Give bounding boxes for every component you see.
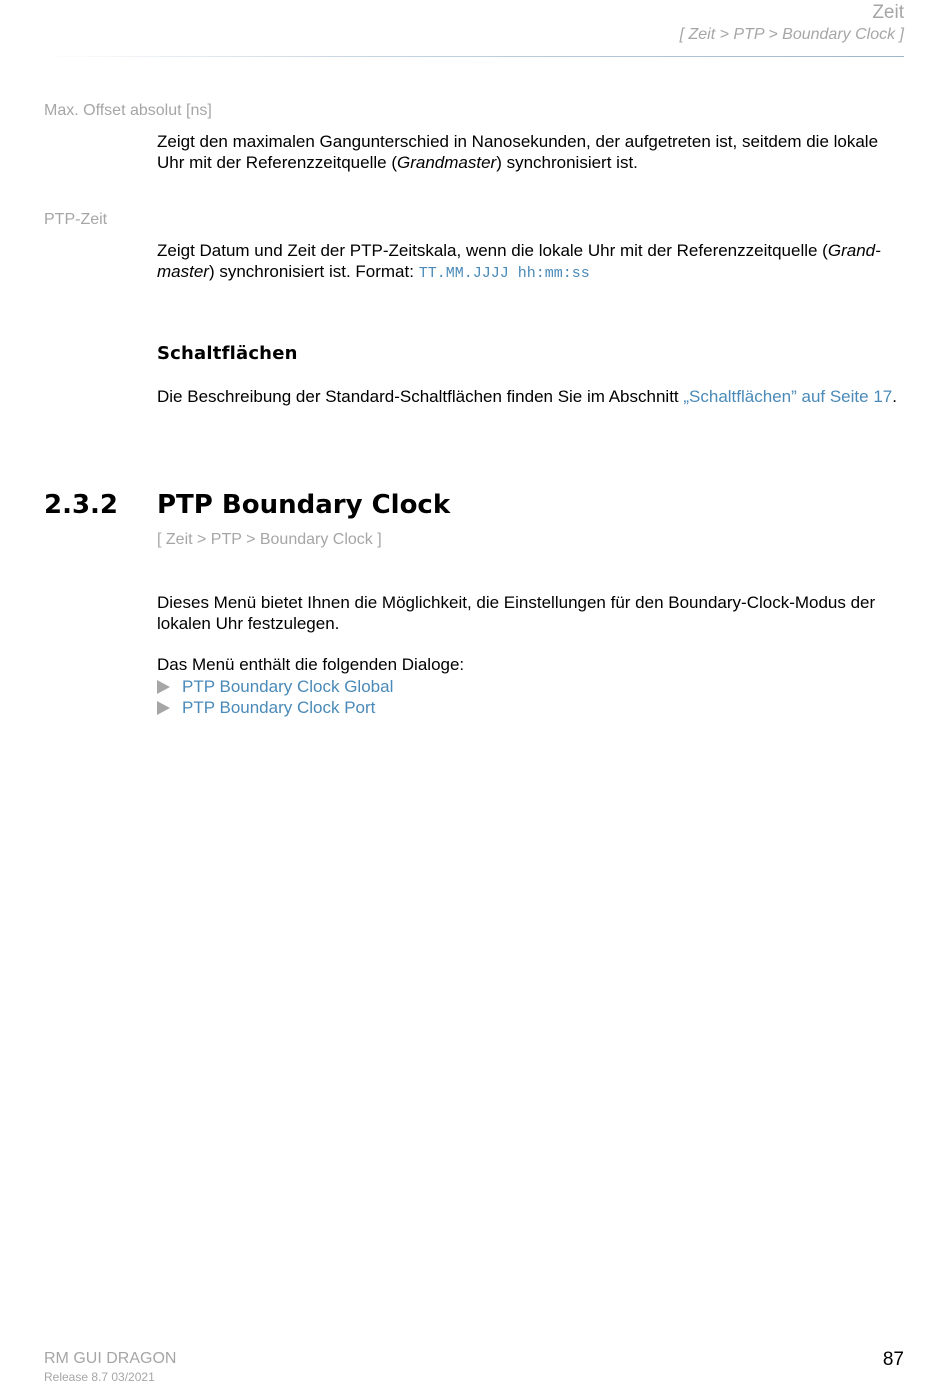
dialog-link-port[interactable]: PTP Boundary Clock Port xyxy=(182,698,376,717)
triangle-bullet-icon xyxy=(157,680,170,694)
param-description-max-offset xyxy=(157,131,905,173)
page-number: 87 xyxy=(882,1349,904,1370)
footer-document-name: RM GUI DRAGON xyxy=(44,1350,177,1367)
section-title: PTP Boundary Clock xyxy=(157,490,451,520)
time-format: TT.MM.JJJJ hh:mm:ss xyxy=(418,265,590,282)
buttons-heading: Schaltflächen xyxy=(157,343,298,364)
triangle-bullet-icon xyxy=(157,701,170,715)
buttons-section-link[interactable]: „Schaltflächen” auf Seite 17 xyxy=(683,387,893,406)
param-label-ptp-zeit: PTP-Zeit xyxy=(44,211,108,228)
header-title: Zeit xyxy=(872,2,904,23)
dialog-list-intro: Das Menü enthält die folgenden Dialoge: xyxy=(157,655,465,674)
section-number: 2.3.2 xyxy=(44,490,119,520)
dialog-link-global[interactable]: PTP Boundary Clock Global xyxy=(182,677,394,696)
dialog-list xyxy=(157,676,393,718)
param-text: Zeigt Datum und Zeit der PTP-Zeitskala, wenn die lokale Uhr mit der Referenzzeitquelle ( xyxy=(157,241,828,260)
buttons-description xyxy=(157,386,905,407)
footer-release: Release 8.7 03/2021 xyxy=(44,1370,155,1384)
param-text: ) synchronisiert ist. xyxy=(496,153,638,172)
param-description-ptp-zeit xyxy=(157,240,905,284)
header-divider xyxy=(44,56,904,57)
param-text: Zeigt den maximalen Gangunterschied in Nanosekunden, der aufgetreten ist, seitdem die lokale Uhr mit der Referenzzeitquelle ( xyxy=(157,132,879,172)
section-intro: Dieses Menü bietet Ihnen die Möglichkeit, die Einstellungen für den Boundary-Clock-Modus der lokalen Uhr festzulegen. xyxy=(157,593,876,633)
param-label-max-offset: Max. Offset absolut [ns] xyxy=(44,102,212,119)
buttons-text-end: . xyxy=(892,387,897,406)
list-item xyxy=(157,676,393,697)
param-text: ) synchronisiert ist. Format: xyxy=(208,262,419,281)
list-item xyxy=(157,697,393,718)
buttons-text: Die Beschreibung der Standard-Schaltflächen finden Sie im Abschnitt xyxy=(157,387,684,406)
param-emphasis: Grandmaster xyxy=(396,153,497,172)
param-emphasis: Grand-master xyxy=(157,241,881,281)
header-breadcrumb: [ Zeit > PTP > Boundary Clock ] xyxy=(679,26,904,43)
section-breadcrumb: [ Zeit > PTP > Boundary Clock ] xyxy=(157,531,382,548)
